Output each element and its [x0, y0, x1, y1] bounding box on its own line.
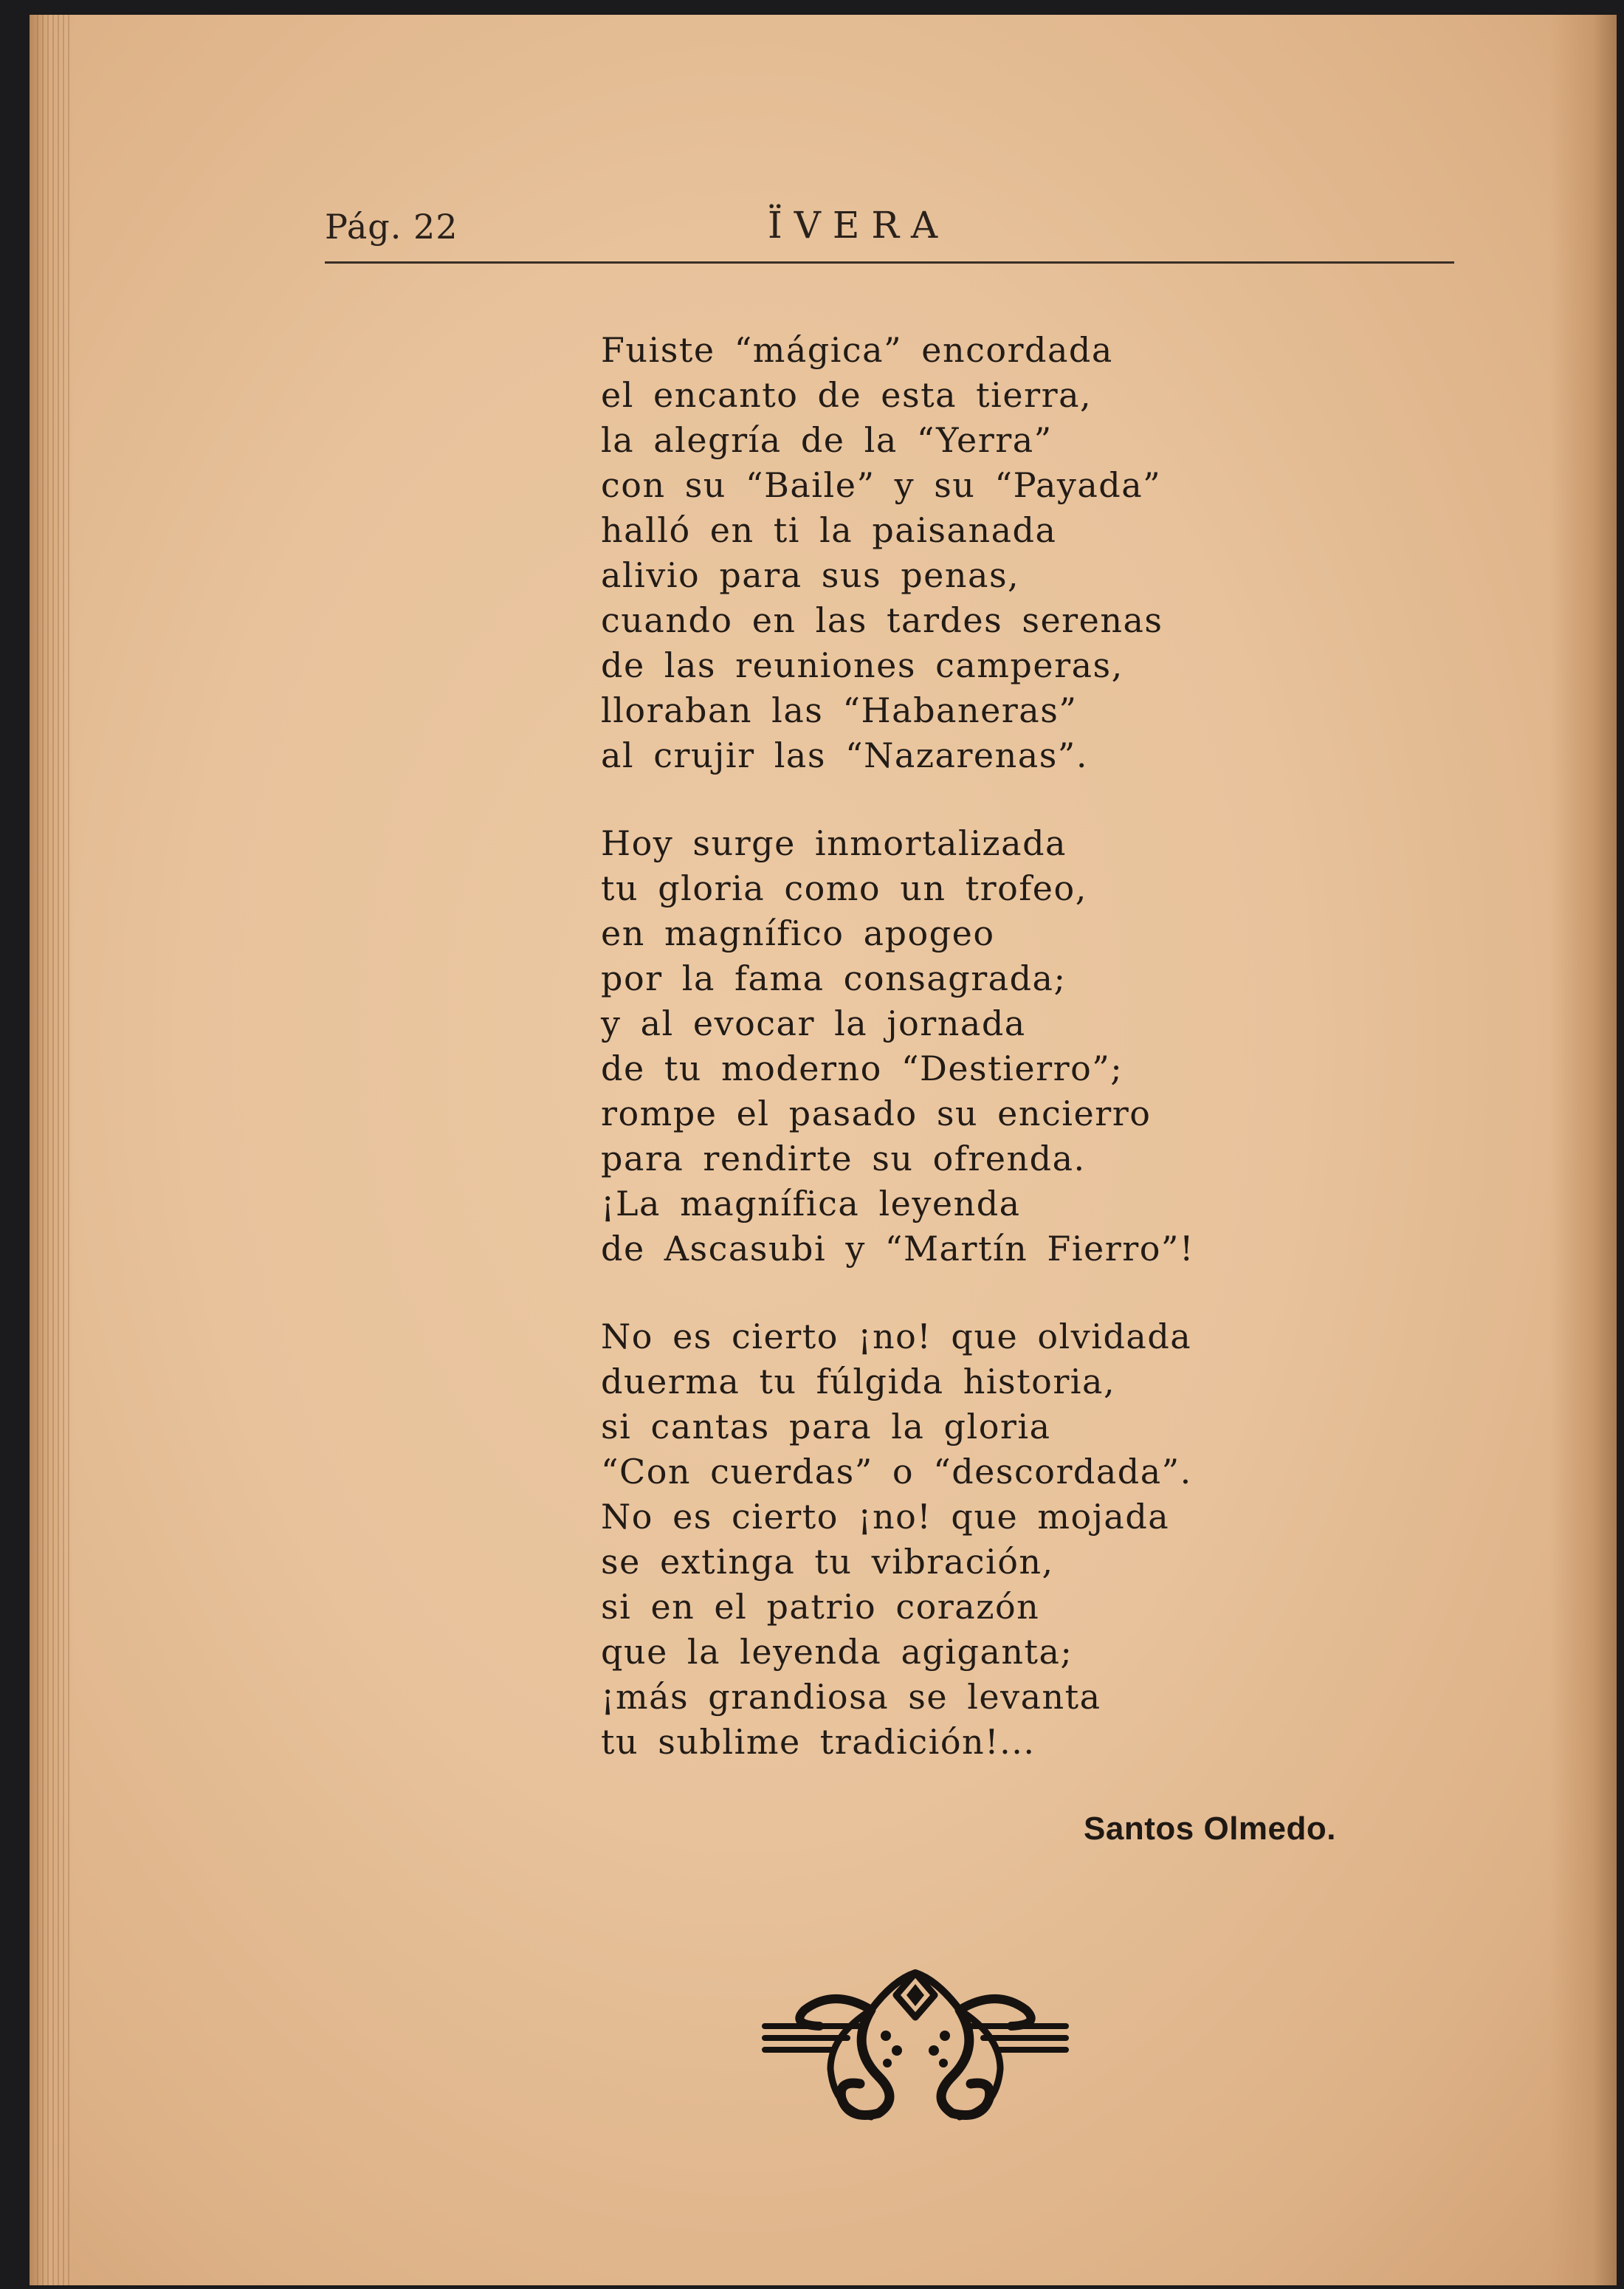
poem-line: lloraban las “Habaneras” — [601, 690, 1078, 730]
poem-line: tu sublime tradición!... — [601, 1722, 1036, 1762]
poem-line: Fuiste “mágica” encordada — [601, 330, 1113, 370]
stanza — [601, 1314, 1487, 1765]
poem-line: en magnífico apogeo — [601, 913, 995, 953]
poem-line: de Ascasubi y “Martín Fierro”! — [601, 1229, 1194, 1269]
poem-line: “Con cuerdas” o “descordada”. — [601, 1452, 1192, 1492]
poem-line: que la leyenda agiganta; — [601, 1632, 1073, 1672]
poem-line: por la fama consagrada; — [601, 958, 1067, 998]
author-signature: Santos Olmedo. — [1084, 1811, 1336, 1847]
page-stack-edges — [37, 15, 71, 2285]
page-edge-right — [1550, 15, 1617, 2285]
poem-line: la alegría de la “Yerra” — [601, 420, 1053, 460]
page-number: Pág. 22 — [325, 207, 458, 247]
poem-line: halló en ti la paisanada — [601, 510, 1057, 550]
poem-line: No es cierto ¡no! que olvidada — [601, 1317, 1192, 1356]
poem-line: el encanto de esta tierra, — [601, 375, 1093, 415]
poem-line: Hoy surge inmortalizada — [601, 823, 1067, 863]
poem-line: rompe el pasado su encierro — [601, 1094, 1152, 1133]
poem-line: si en el patrio corazón — [601, 1587, 1040, 1627]
running-title: ÏVERA — [768, 204, 950, 247]
page-header — [325, 193, 1454, 253]
decorative-fleuron-icon — [760, 1958, 1070, 2128]
header-rule — [325, 261, 1454, 264]
poem-line: de las reuniones camperas, — [601, 645, 1124, 685]
stanza — [601, 328, 1487, 778]
poem-line: al crujir las “Nazarenas”. — [601, 735, 1088, 775]
poem-line: alivio para sus penas, — [601, 555, 1020, 595]
poem-line: duerma tu fúlgida historia, — [601, 1362, 1116, 1401]
stanza — [601, 821, 1487, 1272]
poem-line: tu gloria como un trofeo, — [601, 868, 1087, 908]
poem-line: para rendirte su ofrenda. — [601, 1139, 1086, 1178]
poem-line: si cantas para la gloria — [601, 1407, 1051, 1447]
poem-line: cuando en las tardes serenas — [601, 600, 1163, 640]
poem — [601, 328, 1487, 1808]
poem-line: de tu moderno “Destierro”; — [601, 1049, 1124, 1088]
poem-line: con su “Baile” y su “Payada” — [601, 465, 1162, 505]
poem-line: se extinga tu vibración, — [601, 1542, 1054, 1582]
poem-line: y al evocar la jornada — [601, 1003, 1026, 1043]
poem-line: ¡La magnífica leyenda — [601, 1184, 1021, 1224]
poem-line: ¡más grandiosa se levanta — [601, 1677, 1101, 1717]
poem-line: No es cierto ¡no! que mojada — [601, 1497, 1170, 1537]
